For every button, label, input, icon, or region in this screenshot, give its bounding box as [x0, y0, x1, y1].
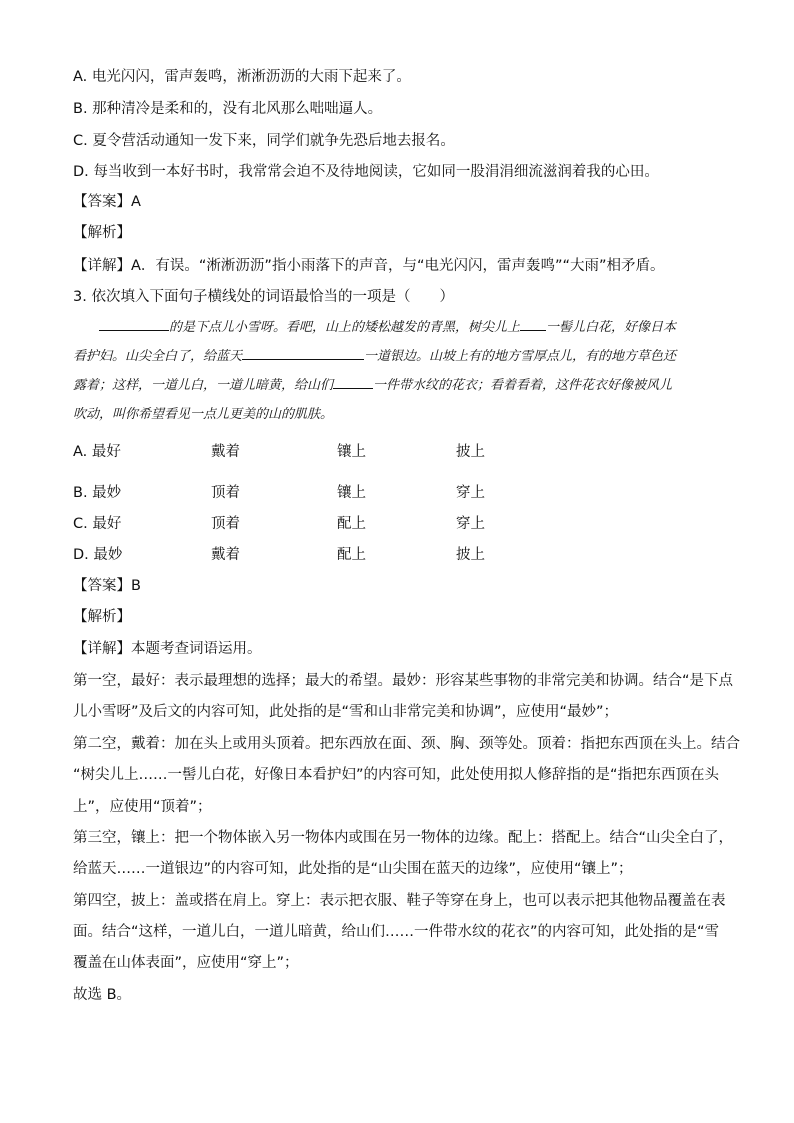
q3-detail-line-1: 【详解】本题考查词语运用。 [73, 641, 262, 657]
q3-option-a-word3: 镶上 [337, 444, 366, 460]
q3-option-d-word3: 配上 [337, 547, 366, 563]
q2-option-d: D. 每当收到一本好书时，我常常会迫不及待地阅读，它如同一股涓涓细流滋润着我的心田。 [73, 164, 659, 180]
q3-detail-line-7: 第三空，镶上：把一个物体嵌入另一物体内或围在另一物体的边缘。配上：搭配上。结合“山尖全白了， [73, 830, 734, 846]
q3-option-b-word2: 顶着 [211, 485, 240, 501]
q3-answer: 【答案】B [73, 578, 141, 594]
q3-option-d-word4: 披上 [456, 547, 485, 563]
q3-detail-line-9: 第四空，披上：盖或搭在肩上。穿上：表示把衣服、鞋子等穿在身上，也可以表示把其他物品覆盖在表 [73, 893, 726, 909]
q2-option-a: A. 电光闪闪，雷声轰鸣，淅淅沥沥的大雨下起来了。 [73, 69, 411, 85]
q2-answer: 【答案】A [73, 194, 141, 210]
q3-option-b-word4: 穿上 [456, 485, 485, 501]
passage-line-4 [73, 400, 721, 429]
q3-option-c-word4: 穿上 [456, 516, 485, 532]
q3-detail-line-2: 第一空，最好：表示最理想的选择；最大的希望。最妙：形容某些事物的非常完美和协调。结合“是下点 [73, 673, 734, 689]
q3-option-c-word2: 顶着 [211, 516, 240, 532]
passage-text-4: 一道银边。山坡上有的地方雪厚点儿，有的地方草色还 [364, 349, 677, 364]
q3-passage [73, 313, 721, 429]
q2-option-b: B. 那种清冷是柔和的，没有北风那么咄咄逼人。 [73, 101, 383, 117]
q3-detail-line-6: 上”，应使用“顶着”； [73, 799, 212, 815]
passage-text-5: 露着；这样，一道儿白，一道儿暗黄，给山们 [73, 378, 334, 393]
passage-text-2: 一髻儿白花，好像日本 [546, 320, 677, 335]
q3-detail-line-8: 给蓝天……一道银边”的内容可知，此处指的是“山尖围在蓝天的边缘”，应使用“镶上”； [73, 861, 633, 877]
passage-text-1: 的是下点儿小雪呀。看吧，山上的矮松越发的青黑，树尖儿上 [169, 320, 521, 335]
q3-detail-line-4: 第二空，戴着：加在头上或用头顶着。把东西放在面、颈、胸、颈等处。顶着：指把东西顶在头上。结合 [73, 736, 740, 752]
q3-detail-line-12: 故选 B。 [73, 987, 132, 1003]
q3-analysis-label: 【解析】 [73, 609, 131, 625]
q3-option-b-label: B. 最妙 [73, 485, 122, 501]
q3-detail-line-10: 面。结合“这样，一道儿白，一道儿暗黄，给山们……一件带水纹的花衣”的内容可知，此处指的是“雪 [73, 924, 720, 940]
q2-option-c: C. 夏令营活动通知一发下来，同学们就争先恐后地去报名。 [73, 133, 455, 149]
q3-detail-line-11: 覆盖在山体表面”，应使用“穿上”； [73, 955, 299, 971]
passage-text-3: 看护妇。山尖全白了，给蓝天 [73, 349, 243, 364]
q2-analysis-label: 【解析】 [73, 225, 131, 241]
q3-detail-line-5: “树尖儿上……一髻儿白花，好像日本看护妇”的内容可知，此处使用拟人修辞指的是“指把东西顶在头 [73, 767, 720, 783]
passage-line-2 [73, 342, 721, 371]
passage-text-6: 一件带水纹的花衣；看着看着，这件花衣好像被风儿 [373, 378, 673, 393]
q3-option-d-label: D. 最妙 [73, 547, 123, 563]
passage-text-7: 吹动，叫你希望看见一点儿更美的山的肌肤。 [73, 407, 334, 422]
passage-line-1 [73, 313, 721, 342]
q3-option-c-label: C. 最好 [73, 516, 122, 532]
q3-stem: 3. 依次填入下面句子横线处的词语最恰当的一项是（ ） [73, 289, 454, 305]
q3-option-a-label: A. 最好 [73, 444, 121, 460]
q3-option-b-word3: 镶上 [337, 485, 366, 501]
q3-detail-line-3: 儿小雪呀”及后文的内容可知，此处指的是“雪和山非常完美和协调”，应使用“最妙”； [73, 704, 619, 720]
q3-option-a-word4: 披上 [456, 444, 485, 460]
q3-option-c-word3: 配上 [337, 516, 366, 532]
q2-detail: 【详解】A．有误。“淅淅沥沥”指小雨落下的声音，与“电光闪闪，雷声轰鸣”“大雨”相矛盾。 [73, 258, 665, 274]
passage-line-3 [73, 371, 721, 400]
q3-option-d-word2: 戴着 [211, 547, 240, 563]
q3-option-a-word2: 戴着 [211, 444, 240, 460]
